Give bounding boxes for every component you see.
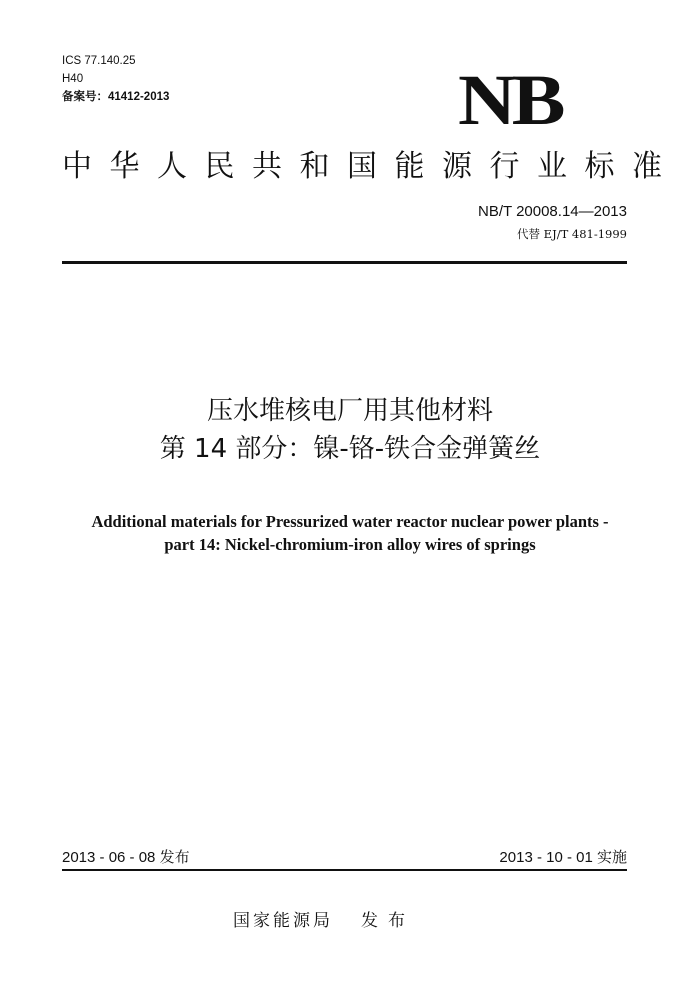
bottom-divider bbox=[62, 869, 627, 871]
nb-logo: NB bbox=[458, 60, 562, 140]
replaces-standard: 代替 EJ/T 481-1999 bbox=[517, 227, 627, 241]
chinese-title bbox=[0, 392, 700, 468]
standard-number: NB/T 20008.14—2013 bbox=[478, 203, 627, 220]
classification-block bbox=[62, 52, 169, 106]
english-title bbox=[0, 510, 700, 556]
issue-date: 2013 - 06 - 08 发布 bbox=[62, 849, 190, 866]
issuer-action: 发布 bbox=[361, 911, 415, 931]
issuer-block bbox=[233, 910, 415, 932]
effective-date: 2013 - 10 - 01 实施 bbox=[499, 849, 627, 866]
chinese-title-line-2: 第 14 部分：镍-铬-铁合金弹簧丝 bbox=[159, 434, 541, 464]
ccs-code: H40 bbox=[62, 73, 84, 85]
english-title-line-2: part 14: Nickel-chromium-iron alloy wires of springs bbox=[164, 535, 536, 554]
top-divider bbox=[62, 261, 627, 264]
chinese-title-line-1: 压水堆核电厂用其他材料 bbox=[206, 396, 493, 426]
filing-number: 备案号：41412-2013 bbox=[62, 91, 170, 103]
issuer-name: 国家能源局 bbox=[233, 911, 333, 931]
english-title-line-1: Additional materials for Pressurized water reactor nuclear power plants - bbox=[91, 512, 609, 531]
ics-code: ICS 77.140.25 bbox=[62, 55, 136, 67]
organization-title: 中华人民共和国能源行业标准 bbox=[62, 149, 680, 184]
